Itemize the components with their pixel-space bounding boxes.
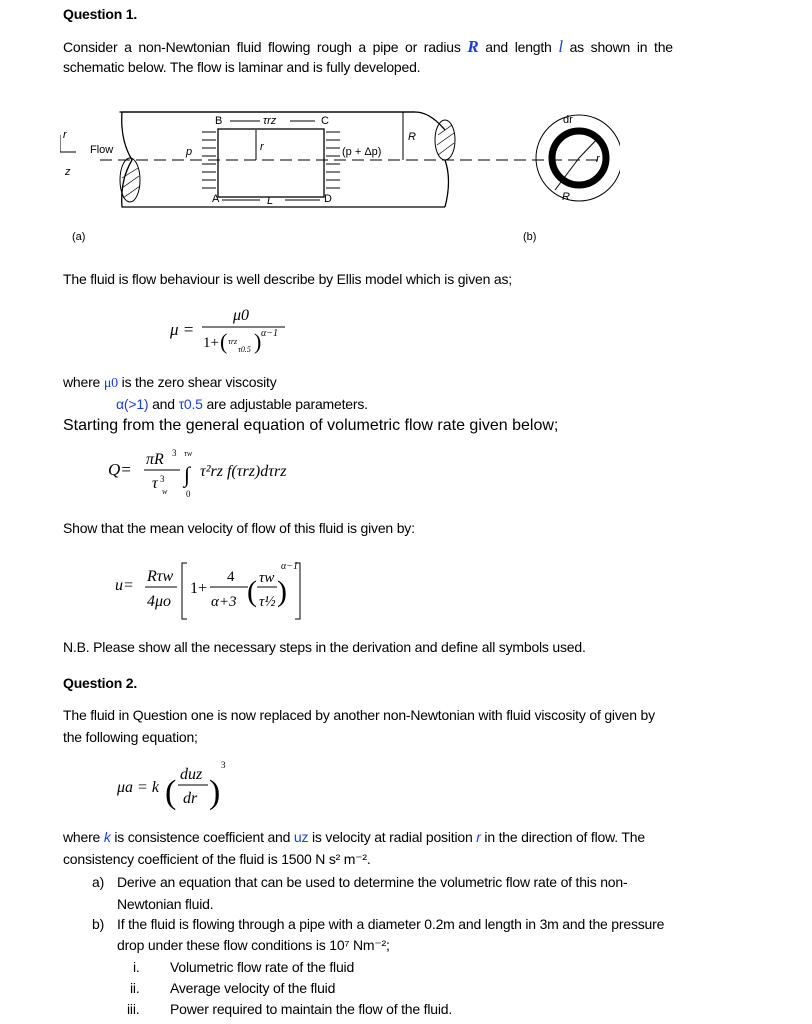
eq-numerator: duz [180, 766, 203, 783]
eq-lhs: μa = k [117, 779, 159, 796]
question-2-intro-line2: the following equation; [63, 729, 198, 745]
question-2-intro-line1: The fluid in Question one is now replaced by another non-Newtonian with fluid viscosity of given by [63, 707, 655, 723]
figure-a-label: (a) [72, 231, 86, 243]
corner-d-label: D [324, 193, 332, 205]
intro-text: as shown in the [569, 39, 673, 55]
k-symbol: k [103, 829, 111, 845]
mean-velocity-equation [105, 553, 315, 623]
radius-r-label: r [260, 141, 264, 153]
eq-ratio-den: τ½ [259, 594, 276, 610]
eq-ratio-num: τw [259, 570, 275, 586]
eq-exp: 3 [160, 474, 165, 484]
svg-text:): ) [277, 575, 287, 608]
item-a-line2: Newtonian fluid. [117, 896, 214, 912]
eq-exponent: 3 [221, 760, 226, 770]
svg-text:(: ( [165, 774, 177, 811]
starting-text: Starting from the general equation of volumetric flow rate given below; [63, 417, 559, 434]
pressure-p-label: p [186, 146, 193, 158]
where-text: are adjustable parameters. [206, 396, 368, 412]
integrand: τ²rz f(τrz)dτrz [200, 463, 287, 480]
eq-denominator: 1+ [203, 335, 219, 351]
corner-a-label: A [212, 193, 220, 205]
where-line-2 [116, 396, 368, 412]
integral-upper-limit: τw [184, 449, 193, 458]
eq-numerator: Rτw [147, 568, 174, 585]
where-text: is velocity at radial position [312, 829, 473, 845]
eq-numerator: μ0 [233, 307, 250, 324]
eq-lhs: Q= [108, 460, 132, 479]
subitem-ii-marker: ii. [130, 980, 140, 996]
subitem-iii-text: Power required to maintain the flow of the fluid. [170, 1001, 453, 1017]
cross-section-R-label: R [562, 191, 570, 203]
eq-one-plus: 1+ [190, 580, 208, 597]
svg-text:): ) [254, 329, 262, 354]
eq-ratio-num: τrz [228, 337, 238, 346]
flow-label: Flow [90, 144, 114, 156]
pipe-schematic-diagram [60, 100, 620, 250]
where-text: is consistence coefficient and [114, 829, 291, 845]
subitem-iii-marker: iii. [127, 1001, 140, 1017]
subitem-ii-text: Average velocity of the fluid [170, 980, 336, 996]
where-line-1 [63, 374, 277, 392]
eq-exponent: α−1 [281, 561, 298, 572]
ellis-equation [160, 300, 310, 360]
eq-fraction-den: α+3 [211, 594, 237, 610]
viscosity-equation [105, 755, 245, 815]
svg-text:(: ( [247, 575, 257, 608]
z-axis-label: z [65, 166, 71, 178]
eq-denominator: τ [152, 475, 158, 492]
where-text: in the direction of flow. The [484, 829, 645, 845]
svg-text:): ) [209, 774, 221, 811]
dr-label: dr [563, 114, 573, 126]
question-1-intro-line2: schematic below. The flow is laminar and is fully developed. [63, 59, 421, 75]
r-axis-label: r [63, 129, 67, 141]
uz-symbol: uz [293, 829, 309, 845]
item-b-line1: If the fluid is flowing through a pipe with a diameter 0.2m and length in 3m and the pressure [117, 916, 665, 932]
where-k-line [63, 829, 645, 845]
item-b-line2: drop under these flow conditions is 10⁷ Nm⁻²; [117, 937, 390, 953]
eq-lhs: μ = [170, 320, 195, 339]
r-symbol: r [476, 829, 481, 845]
corner-b-label: B [215, 115, 223, 127]
item-b-marker: b) [92, 916, 105, 932]
figure-b-label: (b) [523, 231, 537, 243]
question-2-heading: Question 2. [63, 675, 138, 691]
pipe-radius-label: R [408, 131, 416, 143]
ellis-intro: The fluid is flow behaviour is well describe by Ellis model which is given as; [63, 271, 512, 287]
length-l-label: L [267, 195, 274, 207]
svg-text:∫: ∫ [184, 462, 191, 487]
eq-exponent: α−1 [261, 328, 278, 339]
corner-c-label: C [321, 115, 329, 127]
eq-fraction-num: 4 [227, 569, 235, 585]
shear-stress-label: τrz [263, 115, 277, 127]
eq-denominator: dr [183, 790, 198, 807]
length-symbol: l [558, 37, 563, 56]
cross-section-r-label: r [596, 153, 600, 165]
eq-numerator: πR [146, 451, 164, 468]
subitem-i-text: Volumetric flow rate of the fluid [170, 959, 355, 975]
where-text: is the zero shear viscosity [121, 374, 277, 390]
tau-symbol: τ0.5 [178, 396, 203, 412]
item-a-line1: Derive an equation that can be used to determine the volumetric flow rate of this non- [117, 874, 628, 890]
eq-exp: 3 [172, 448, 177, 458]
show-text: Show that the mean velocity of flow of this fluid is given by: [63, 520, 415, 536]
intro-text: and length [485, 39, 552, 55]
alpha-symbol: α(>1) [116, 396, 149, 412]
nb-text: N.B. Please show all the necessary steps in the derivation and define all symbols used. [63, 639, 586, 655]
subitem-i-marker: i. [133, 959, 140, 975]
intro-text: Consider a non-Newtonian fluid flowing rough a pipe or radius [63, 39, 461, 55]
svg-text:(: ( [220, 329, 228, 354]
eq-ratio-den: τ0.5 [238, 345, 251, 354]
eq-denominator: 4μo [147, 593, 172, 610]
question-1-heading: Question 1. [63, 6, 138, 22]
radius-symbol: R [467, 37, 479, 56]
mu0-symbol: μ0 [103, 376, 118, 391]
question-1-intro-line1 [63, 37, 673, 57]
eq-lhs: u= [115, 577, 134, 594]
where-text: where [63, 374, 101, 390]
integral-lower-limit: 0 [186, 489, 191, 499]
item-a-marker: a) [92, 874, 105, 890]
eq-sub: w [162, 487, 168, 496]
where-text: and [152, 396, 175, 412]
consistency-text: consistency coefficient of the fluid is 1500 N s² m⁻². [63, 851, 371, 867]
where-text: where [63, 829, 101, 845]
pressure-p-dp-label: (p + Δp) [342, 146, 382, 158]
flow-rate-equation [100, 442, 330, 502]
